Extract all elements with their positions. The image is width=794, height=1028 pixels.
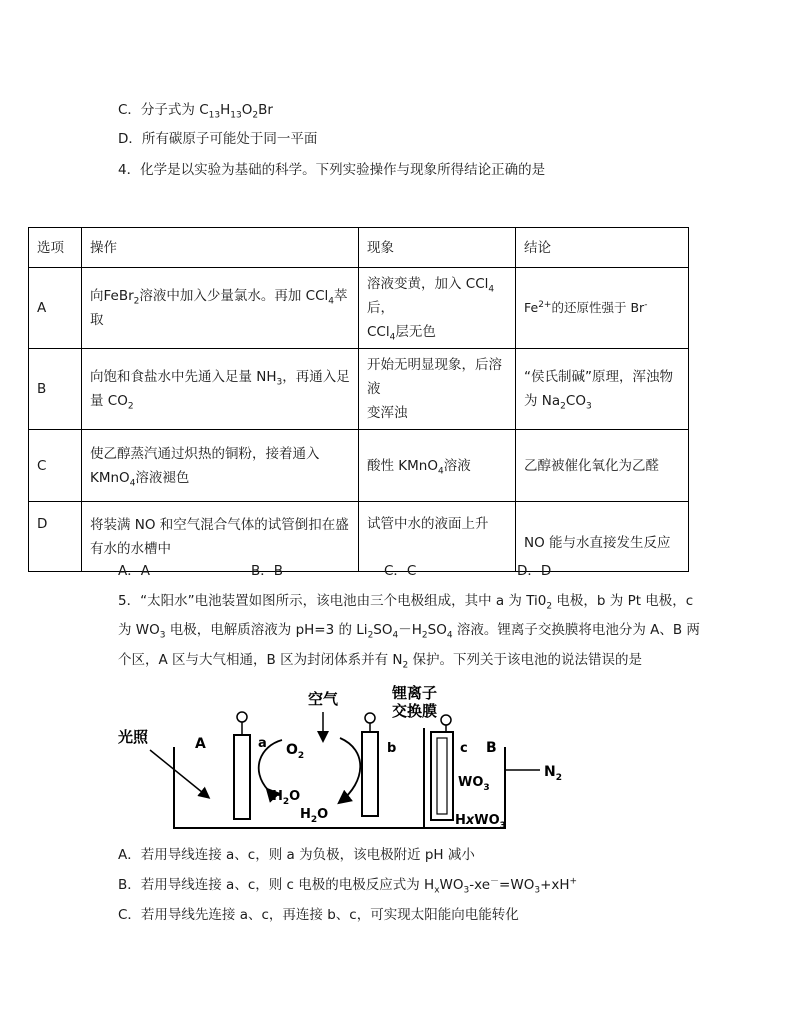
q5-option-b: B．若用导线连接 a、c，则 c 电极的电极反应式为 $H_xWO_3-xe^-=WO_3+xH^+$ — [118, 876, 578, 896]
table-row — [29, 268, 689, 349]
q3-option-d: D．所有碳原子可能处于同一平面 — [118, 131, 318, 147]
q4-stem: 4．化学是以实验为基础的科学。下列实验操作与现象所得结论正确的是 — [118, 162, 546, 178]
membrane-label-line2: 交换膜 — [392, 702, 438, 720]
o2-label: $O_2$ — [286, 742, 305, 761]
h2o-label-1: $H_2O$ — [272, 789, 301, 807]
q5-stem-line3: 个区，A 区与大气相通，B 区为封闭体系并有 $N_2$ 保护。下列关于该电池的说法错误的是 — [118, 652, 642, 671]
cycle-arrow-right — [340, 738, 360, 802]
hxwo3-label: HxWO$_3$ — [455, 813, 506, 831]
row-conclusion: NO 能与水直接发生反应 — [516, 502, 689, 572]
table-header-row — [29, 228, 689, 268]
row-conclusion: 乙醇被催化氧化为乙醛 — [516, 430, 689, 502]
electrode-b-label: b — [387, 741, 397, 756]
terminal-a-icon — [237, 712, 247, 722]
row-label: C — [29, 430, 82, 502]
air-label: 空气 — [308, 690, 339, 708]
table-row — [29, 430, 689, 502]
q5-option-a: A．若用导线连接 a、c，则 a 为负极，该电极附近 pH 减小 — [118, 847, 475, 863]
terminal-b-icon — [365, 713, 375, 723]
row-label: D — [29, 502, 82, 572]
table-row — [29, 349, 689, 430]
electrode-c — [431, 732, 453, 820]
row-phenomenon: 开始无明显现象，后溶液 变浑浊 — [359, 349, 516, 430]
q4-answer-d: D．D — [517, 563, 552, 579]
q5-option-c: C．若用导线先连接 a、c，再连接 b、c，可实现太阳能向电能转化 — [118, 907, 519, 923]
solar-water-battery-diagram — [0, 680, 794, 840]
row-conclusion: $Fe^{2+}$的还原性强于 Br- — [516, 268, 689, 349]
wo3-label: $WO_3$ — [458, 775, 490, 793]
row-phenomenon: 溶液变黄，加入 CCl$_4$后， CCl$_4$层无色 — [359, 268, 516, 349]
row-phenomenon: 试管中水的液面上升 — [359, 502, 516, 572]
q5-stem-line1: 5．“太阳水”电池装置如图所示，该电池由三个电极组成，其中 a 为 $Ti0_2$ 电极，b 为 Pt 电极，c — [118, 593, 694, 612]
q3-option-c: C．分子式为 $C_{13}H_{13}O_2Br$ — [118, 102, 273, 121]
row-operation: 向饱和食盐水中先通入足量 $NH_3$，再通入足 量 $CO_2$ — [82, 349, 359, 430]
electrode-a — [234, 735, 250, 819]
electrode-b — [362, 732, 378, 816]
h2o-label-2: $H_2O$ — [300, 807, 329, 825]
terminal-c-icon — [441, 715, 451, 725]
q5-stem-line2: 为 $WO_3$ 电极，电解质溶液为 pH=3 的 $Li_2SO_4-H_2SO_4$ 溶液。锂离子交换膜将电池分为 A、B 两 — [118, 622, 700, 641]
n2-label: $N_2$ — [544, 764, 562, 783]
row-phenomenon: 酸性 KMnO$_4$溶液 — [359, 430, 516, 502]
electrode-c-label: c — [460, 741, 468, 756]
header-conclusion: 结论 — [516, 228, 689, 268]
header-phenomenon: 现象 — [359, 228, 516, 268]
q4-answer-a: A．A — [118, 563, 150, 579]
light-label: 光照 — [118, 728, 149, 746]
row-operation: 将装满 NO 和空气混合气体的试管倒扣在盛 有水的水槽中 — [82, 502, 359, 572]
zone-b-label: B — [486, 740, 497, 756]
q4-answer-c: C．C — [384, 563, 417, 579]
row-label: B — [29, 349, 82, 430]
row-conclusion: “侯氏制碱”原理，浑浊物 为 $Na_2CO_3$ — [516, 349, 689, 430]
membrane-label-line1: 锂离子 — [392, 684, 438, 702]
row-operation: 向FeBr$_2$溶液中加入少量氯水。再加 CCl$_4$萃 取 — [82, 268, 359, 349]
row-label: A — [29, 268, 82, 349]
zone-a-label: A — [195, 736, 206, 752]
q4-answer-b: B．B — [251, 563, 284, 579]
header-option: 选项 — [29, 228, 82, 268]
light-arrow — [150, 750, 208, 797]
row-operation: 使乙醇蒸汽通过炽热的铜粉，接着通入 KMnO$_4$溶液褪色 — [82, 430, 359, 502]
electrode-a-label: a — [258, 736, 267, 751]
header-operation: 操作 — [82, 228, 359, 268]
q4-table — [28, 227, 689, 572]
